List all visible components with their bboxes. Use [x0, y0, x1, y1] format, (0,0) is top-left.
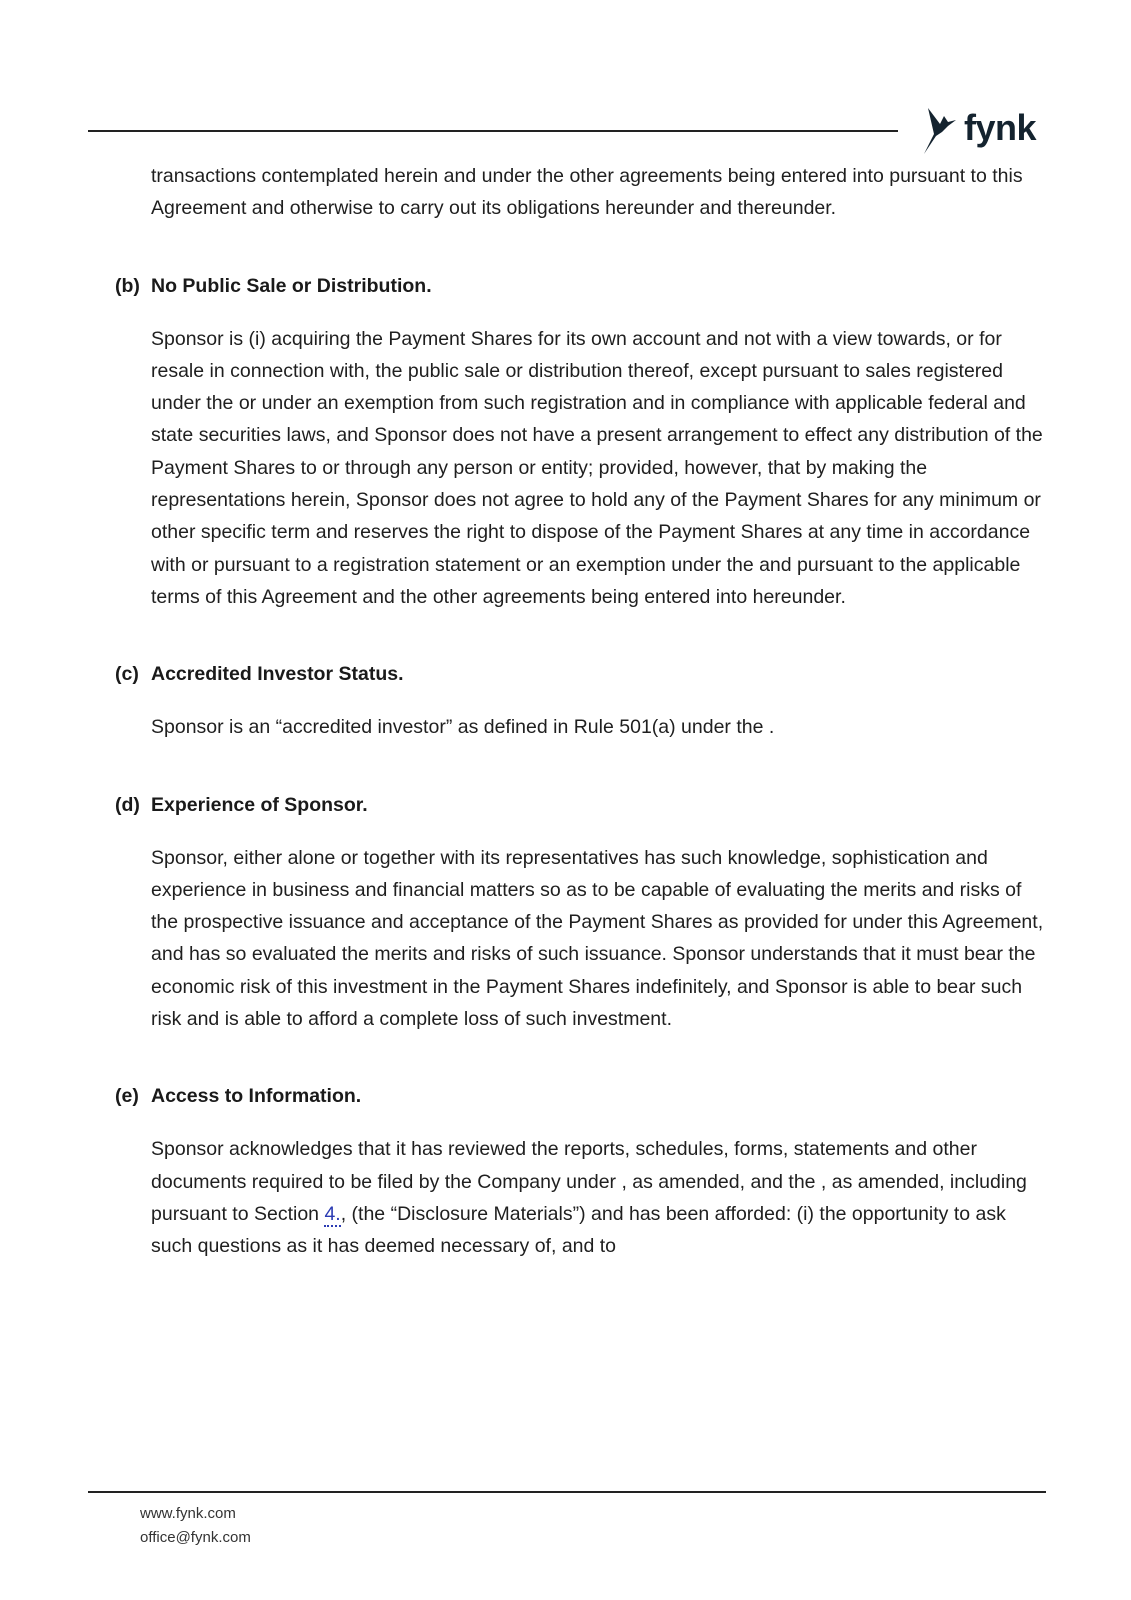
section-letter: (c)	[115, 663, 139, 686]
section-heading-e	[115, 1080, 1050, 1112]
footer-email: office@fynk.com	[140, 1529, 251, 1546]
section-letter: (d)	[115, 793, 140, 816]
paragraph-text: , (the “Disclosure Materials”) and has been afforded: (i) the opportunity to ask such questions as it has deemed necessary of, and to	[151, 1202, 1006, 1258]
document-body	[115, 160, 1050, 1263]
section-title: Access to Information.	[151, 1085, 362, 1108]
section-title: No Public Sale or Distribution.	[151, 274, 432, 297]
section-title: Accredited Investor Status.	[151, 663, 404, 686]
paragraph-text: Sponsor acknowledges that it has reviewed the reports, schedules, forms, statements and other documents required to be filed by the Company under , as amended, and the , as amended, including pursuant to Section	[151, 1138, 1027, 1225]
section-letter: (e)	[115, 1085, 139, 1108]
section-paragraph-b: Sponsor is (i) acquiring the Payment Shares for its own account and not with a view towards, or for resale in connection with, the public sale or distribution thereof, except pursuant to sales registered under the or under an exemption from such registration and in compliance with applicable federal and state securities laws, and Sponsor does not have a present arrangement to effect any distribution of the Payment Shares to or through any person or entity; provided, however, that by making the representations herein, Sponsor does not agree to hold any of the Payment Shares for any minimum or other specific term and reserves the right to dispose of the Payment Shares at any time in accordance with or pursuant to a registration statement or an exemption under the and pursuant to the applicable terms of this Agreement and the other agreements being entered into hereunder.	[151, 327, 1043, 608]
section-letter: (b)	[115, 274, 140, 297]
section-paragraph-d: Sponsor, either alone or together with its representatives has such knowledge, sophistication and experience in business and financial matters so as to be capable of evaluating the merits and risks of the prospective issuance and acceptance of the Payment Shares as provided for under this Agreement, and has so evaluated the merits and risks of such issuance. Sponsor understands that it must bear the economic risk of this investment in the Payment Shares indefinitely, and Sponsor is able to bear such risk and is able to afford a complete loss of such investment.	[151, 846, 1044, 1031]
section-heading-d	[115, 789, 1050, 821]
footer	[140, 1502, 251, 1550]
footer-website: www.fynk.com	[140, 1505, 236, 1522]
section-paragraph-e	[115, 1133, 1050, 1262]
section-title: Experience of Sponsor.	[151, 793, 368, 816]
header-divider	[88, 130, 898, 132]
fynk-logo	[918, 104, 1036, 160]
logo-text: fynk	[964, 107, 1037, 148]
footer-divider	[88, 1491, 1046, 1493]
bird-icon	[918, 104, 958, 156]
section-heading-b	[115, 270, 1050, 302]
section-reference-link[interactable]: 4.	[324, 1202, 341, 1225]
section-heading-c	[115, 658, 1050, 690]
section-paragraph-c: Sponsor is an “accredited investor” as defined in Rule 501(a) under the .	[151, 716, 775, 739]
intro-paragraph: transactions contemplated herein and under the other agreements being entered into pursuant to this Agreement and otherwise to carry out its obligations hereunder and thereunder.	[151, 165, 1023, 220]
